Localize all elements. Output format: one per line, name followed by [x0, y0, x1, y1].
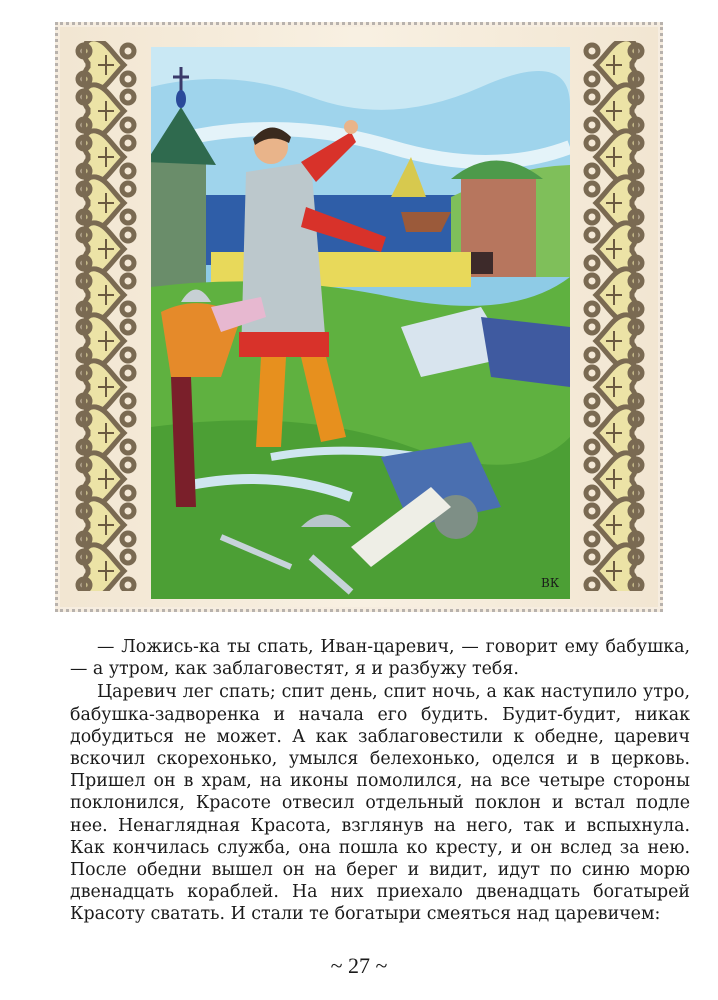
story-text: [70, 636, 690, 926]
right-ornament-border: [582, 41, 646, 591]
paragraph: — Ложись-ка ты спать, Иван-царевич, — говорит ему бабушка, — а утром, как заблаговестят, я и разбужу тебя.: [70, 637, 690, 680]
illustration-image: [151, 47, 570, 599]
left-ornament-border: [74, 41, 138, 591]
heart-scroll-ornament-icon: [582, 41, 646, 591]
heart-scroll-ornament-icon: [74, 41, 138, 591]
illustration-frame: [55, 22, 663, 612]
artist-signature: ВК: [541, 576, 560, 590]
page-number: ~ 27 ~: [330, 953, 388, 978]
paragraph: Царевич лег спать; спит день, спит ночь, а как наступило утро, бабушка-задворенка и начала его будить. Будит-будит, никак добудиться не может. А как заблаговестили к обедне, царевич вскочил скорехонько, умылся белехонько, оделся и в церковь. Пришел он в храм, на иконы помолился, на все четыре стороны поклонился, Красоте отвесил отдельный поклон и встал подле нее. Ненаглядная Красота, взглянув на него, так и вспыхнула. Как кончилась служба, она пошла ко кресту, и он вслед за нею. После обедни вышел он на берег и видит, идут по синю морю двенадцать кораблей. На них приехало двенадцать богатырей Красоту сватать. И стали те богатыри смеяться над царевичем:: [70, 682, 690, 925]
story-illustration: [151, 47, 570, 599]
